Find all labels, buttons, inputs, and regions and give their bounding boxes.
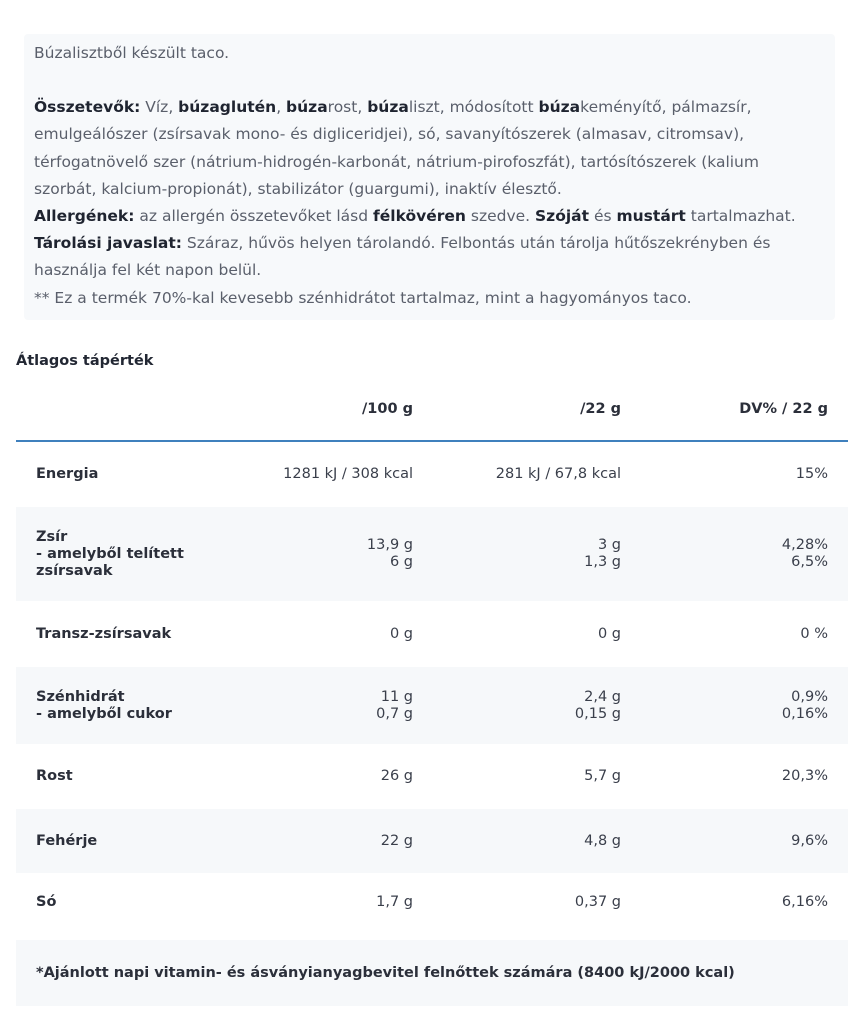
value-per-22g: 0,37 g: [574, 894, 621, 910]
value-dv: 20,3%: [781, 768, 828, 784]
value-per-100g: 1281 kJ / 308 kcal: [283, 466, 413, 482]
value-sub: 6,5%: [791, 554, 828, 570]
value-sub: 0,7 g: [376, 705, 413, 722]
allergens-label: Allergének:: [34, 207, 135, 226]
table-row: [16, 507, 848, 601]
allergens-paragraph: [34, 203, 825, 230]
table-row: [16, 744, 848, 809]
value-main: 3 g: [597, 537, 621, 553]
header-per-100g: /100 g: [206, 378, 413, 441]
value-per-22g: 0 g: [597, 625, 621, 642]
table-row: [16, 601, 848, 667]
allergens-text: tartalmazhat.: [685, 207, 796, 226]
value-dv: 9,6%: [621, 809, 848, 873]
ingredients-text: keményítő, pálmazsír, emulgeálószer (zsírsavak mono- és digliceridjei), só, savanyítószerek (almasav, citromsav), térfogatnövelő szer (nátrium-hidrogén-karbonát, nátrium-pirofoszfát), tartósítószerek (kalium szorbát, kalcium-propionát), stabilizátor (guargumi), inaktív élesztő.: [34, 98, 759, 198]
value-per-22g: 5,7 g: [584, 768, 621, 784]
allergens-text: az allergén összetevőket lásd: [134, 207, 374, 226]
value-per-100g: [206, 667, 413, 744]
ingredients-text: liszt, módosított: [408, 98, 539, 117]
nutrition-table: [16, 378, 848, 1006]
header-dv: DV% / 22 g: [621, 378, 848, 441]
nutrient-name: Transz-zsírsavak: [36, 625, 172, 642]
table-row: [16, 809, 848, 873]
table-row: [16, 873, 848, 936]
allergens-bold: Szóját: [535, 207, 590, 226]
ingredient-allergen: búza: [367, 98, 409, 117]
allergens-bold: félkövéren: [373, 207, 466, 226]
nutrient-name: Fehérje: [16, 809, 206, 873]
value-dv: 0 %: [800, 625, 828, 642]
value-dv: [621, 507, 848, 601]
value-sub: 0,15 g: [574, 705, 621, 722]
description-intro: Búzalisztből készült taco.: [34, 44, 230, 62]
value-sub: 6 g: [389, 554, 413, 570]
ingredient-allergen: búza: [286, 98, 328, 117]
storage-text: Száraz, hűvös helyen tárolandó. Felbontás után tárolja hűtőszekrényben és használja fel két napon belül.: [34, 234, 771, 280]
value-sub: 0,16%: [781, 705, 828, 722]
nutrient-name: [16, 667, 206, 744]
nutrient-main: Szénhidrát: [36, 688, 125, 705]
table-row: [16, 441, 848, 507]
value-per-22g: 281 kJ / 67,8 kcal: [495, 466, 621, 482]
table-footer-row: [16, 936, 848, 1006]
storage-paragraph: [34, 230, 825, 284]
value-main: 2,4 g: [584, 688, 621, 705]
header-nutrient: [16, 378, 206, 441]
nutrient-sub: - amelyből telített zsírsavak: [36, 545, 184, 579]
allergens-text: szedve.: [465, 207, 536, 226]
value-dv: [621, 667, 848, 744]
ingredients-text: rost,: [327, 98, 368, 117]
ingredients-paragraph: [34, 94, 825, 203]
allergens-bold: mustárt: [616, 207, 686, 226]
footnote: ** Ez a termék 70%-kal kevesebb szénhidrátot tartalmaz, mint a hagyományos taco.: [34, 288, 692, 307]
ingredient-allergen: búza: [538, 98, 581, 117]
value-dv: 6,16%: [781, 894, 828, 910]
nutrient-sub: - amelyből cukor: [36, 705, 172, 722]
nutrient-main: Zsír: [36, 528, 68, 545]
product-description: [24, 34, 835, 320]
value-dv: 15%: [795, 466, 828, 482]
value-per-22g: [413, 667, 621, 744]
value-per-100g: 22 g: [206, 809, 413, 873]
value-per-22g: [413, 507, 621, 601]
value-per-100g: [206, 507, 413, 601]
value-sub: 1,3 g: [584, 554, 621, 570]
value-per-22g: 4,8 g: [413, 809, 621, 873]
value-main: 0,9%: [791, 688, 828, 705]
allergens-text: és: [589, 207, 617, 226]
value-per-100g: 26 g: [380, 768, 413, 784]
header-per-22g: /22 g: [413, 378, 621, 441]
nutrient-name: [16, 507, 206, 601]
table-header-row: [16, 378, 848, 441]
value-per-100g: 0 g: [389, 625, 413, 642]
nutrient-name: Energia: [36, 466, 99, 482]
table-row: [16, 667, 848, 744]
nutrition-title: Átlagos tápérték: [16, 353, 154, 369]
value-per-100g: 1,7 g: [376, 894, 413, 910]
value-main: 4,28%: [781, 537, 828, 553]
ingredients-text: ,: [276, 98, 287, 117]
ingredient-allergen: búzaglutén: [178, 98, 277, 117]
ingredients-text: Víz,: [140, 98, 179, 117]
value-main: 13,9 g: [366, 537, 413, 553]
nutrient-name: Só: [36, 894, 57, 910]
ingredients-label: Összetevők:: [34, 98, 141, 117]
dv-footnote: *Ajánlott napi vitamin- és ásványianyagbevitel felnőttek számára (8400 kJ/2000 kcal): [16, 936, 848, 1006]
nutrient-name: Rost: [36, 768, 73, 784]
storage-label: Tárolási javaslat:: [34, 234, 182, 253]
value-main: 11 g: [380, 688, 413, 705]
